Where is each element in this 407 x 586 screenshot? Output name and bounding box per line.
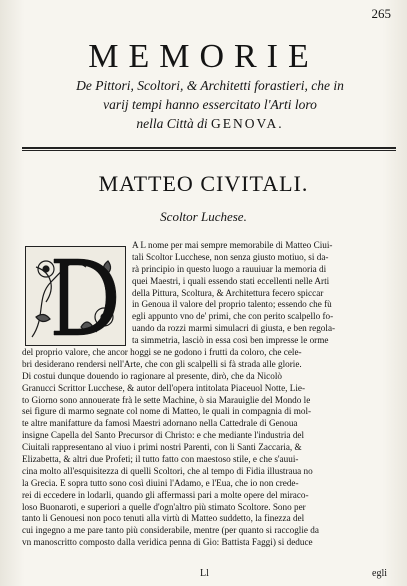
catchword: egli (372, 568, 387, 579)
body-line: rà principio in questo luogo a rauuiuar la memoria di (132, 263, 327, 274)
subtitle-line (24, 114, 396, 133)
body-line: sei figure di marmo segnate col nome di Matteo, le quali in compagnia di mol- (22, 406, 312, 417)
body-line: Ciuitali rappresentano al viuo i primi nostri Parenti, con li Santi Zaccaria, & (22, 442, 302, 453)
body-line: Di costui dunque douendo io ragionare al presente, dirò, che da Nicolò (22, 370, 282, 381)
body-line: insigne Capella del Santo Precursor di Christo: e che mediante l'industria del (22, 430, 305, 441)
subtitle-prefix: nella Città di (136, 116, 208, 131)
body-line: loso Buonaroti, e superiori a quelle d'ogn'altro più stimato Scoltore. Sono per (22, 501, 306, 512)
subtitle-city: GENOVA. (211, 116, 284, 131)
body-line: tanto li Genouesi non poco tenuti alla virtù di Matteo suddetto, la finezza del (22, 513, 305, 524)
body-line: in Genoua il valore del proprio talento; essendo che fù (132, 299, 332, 310)
subtitle-line: varij tempi hanno essercitato l'Arti loro (103, 97, 317, 112)
body-line: rei di eccedere in lodarli, quando gli affermassi pari a molte opere del miraco- (22, 489, 309, 500)
page-number: 265 (371, 6, 391, 21)
body-line: egli appunto vno de' primi, che con perito scalpello fo- (132, 311, 334, 322)
body-line: uando da rozzi marmi simulacri di giusta, e ben regola- (132, 323, 336, 334)
body-line: della Pittura, Scoltura, & Architettura fecero spiccar (132, 287, 324, 298)
divider-rule (22, 150, 396, 151)
chapter-subtitle: Scoltor Luchese. (160, 209, 247, 224)
divider-rule (22, 147, 396, 149)
page-title: MEMORIE (88, 38, 319, 75)
signature-mark: Ll (200, 568, 209, 579)
body-line: A L nome per mai sempre memorabile di Matteo Ciui- (132, 240, 333, 250)
body-text (22, 240, 394, 549)
chapter-title: MATTEO CIVITALI. (98, 171, 309, 196)
body-line: Elizabetta, & altri due Profeti; il tutto fatto con maestoso stile, e che s'auui- (22, 454, 299, 465)
body-line: to Giorno sono annouerate frà le sette Machine, ò sia Marauiglie del Mondo le (22, 394, 311, 405)
body-line: te altre manifatture da famosi Maestri adornano nella Cattedrale di Genoua (22, 418, 298, 429)
body-line: la Grecia. E sopra tutto sono così diuini l'Adamo, e l'Eua, che io non crede- (22, 477, 299, 488)
body-line: Granucci Scrittor Lucchese, & autor dell'opera intitolata Piaceuol Notte, Lie- (22, 382, 306, 393)
body-line: cina molto all'esquisitezza di quelli Scoltori, che al tempo di Fidia illustraua no (22, 465, 313, 476)
subtitle-line: De Pittori, Scoltori, & Architetti forastieri, che in (76, 78, 344, 93)
body-line: tali Scoltor Lucchese, non senza giusto motiuo, si da- (132, 251, 329, 262)
body-line: quei Maestri, i quali essendo stati eccellenti nelle Arti (132, 275, 330, 286)
body-line: vn manoscritto composto dalla veridica penna di Gio: Battista Faggi) si deduce (22, 537, 313, 548)
body-line: bri desiderano rendersi nell'Arte, che con gli scalpelli si fà strada alle glorie. (22, 358, 302, 369)
body-line: ta simmetria, lasciò in essa così ben impresse le orme (132, 335, 329, 346)
body-line: del proprio valore, che ancor hoggi se ne godono i frutti da coloro, che cele- (22, 347, 302, 358)
page-subtitle (24, 76, 396, 133)
body-line: cui ingegno a me pare tanto più considerabile, mentre (per quanto si raccoglie da (22, 525, 319, 536)
